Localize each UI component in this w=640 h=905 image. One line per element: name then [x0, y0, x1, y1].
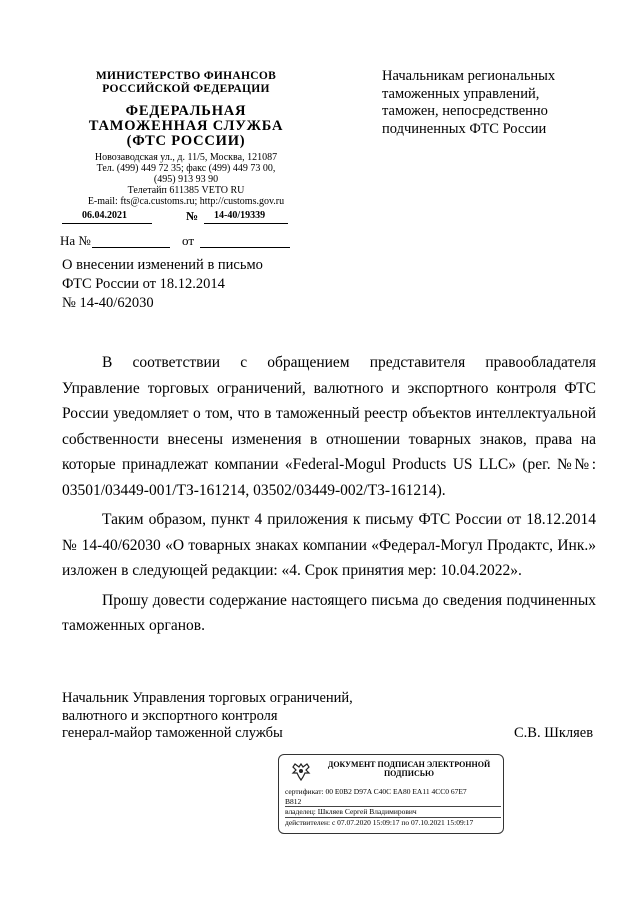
reference-line — [60, 233, 300, 251]
registration-number-label: № — [186, 209, 199, 223]
stamp-certificate-2: B812 — [285, 796, 302, 806]
ministry-name-line1: МИНИСТЕРСТВО ФИНАНСОВ — [95, 70, 277, 82]
body-paragraph-1: В соответствии с обращением представителя правообладателя Управление торговых ограничений, валютного и экспортного контроля ФТС России уведомляет о том, что в таможенный реестр объектов интеллектуальной собственности внесены изменения в отношении товарных знаков, права на которые принадлежат компании «Federal-Mogul Products US LLC» (рег. №№: 03501/03449-001/ТЗ-161214, 03502/03449-002/ТЗ-161214). — [62, 354, 596, 499]
subject-line2: ФТС России от 18.12.2014 — [62, 276, 225, 292]
issuer-header — [60, 70, 312, 149]
registration-date: 06.04.2021 — [82, 210, 127, 221]
issuer-teletype: Телетайп 611385 VETO RU — [127, 185, 245, 196]
subject-line3: № 14-40/62030 — [62, 295, 154, 311]
signature-title-line2: валютного и экспортного контроля — [62, 707, 278, 724]
issuer-phones: Тел. (499) 449 72 35; факс (499) 449 73 00, — [96, 163, 276, 174]
stamp-certificate: сертификат: 00 E0B2 D97A C40C EA80 EA11 4CC0 67E7 — [285, 787, 467, 796]
registration-number: 14-40/19339 — [214, 210, 266, 221]
signature-title-line1: Начальник Управления торговых ограничений, — [62, 690, 353, 706]
date-underline — [62, 223, 152, 224]
signature-title — [62, 690, 392, 743]
agency-name-line1: ФЕДЕРАЛЬНАЯ — [125, 103, 247, 119]
signature-title-line3: генерал-майор таможенной службы — [62, 725, 283, 741]
agency-name-line3: (ФТС РОССИИ) — [126, 133, 246, 149]
electronic-signature-stamp — [278, 754, 504, 834]
registration-line — [62, 210, 290, 228]
addressee-line3: таможен, непосредственно — [382, 103, 548, 119]
addressee-line4: подчиненных ФТС России — [382, 120, 547, 137]
reference-date-label: от — [182, 233, 195, 248]
stamp-title-line2: ПОДПИСЬЮ — [383, 769, 435, 778]
double-headed-eagle-icon — [289, 761, 313, 783]
agency-name-line2: ТАМОЖЕННАЯ СЛУЖБА — [88, 118, 284, 134]
letter-subject — [62, 256, 312, 313]
reference-number-label: На № — [60, 233, 91, 248]
stamp-owner: владелец: Шкляев Сергей Владимирович — [285, 806, 501, 817]
addressee-block — [382, 68, 612, 138]
addressee-line2: таможенных управлений, — [382, 85, 540, 102]
stamp-title-line1: ДОКУМЕНТ ПОДПИСАН ЭЛЕКТРОННОЙ — [327, 760, 491, 769]
ministry-name-line2: РОССИЙСКОЙ ФЕДЕРАЦИИ — [102, 83, 270, 95]
stamp-title — [319, 760, 499, 778]
body-paragraph-2: Таким образом, пункт 4 приложения к письму ФТС России от 18.12.2014 № 14-40/62030 «О товарных знаках компании «Федерал-Могул Продактс, Инк.» изложен в следующей редакции: «4. Срок принятия мер: 10.04.2022». — [62, 511, 596, 579]
issuer-contacts — [60, 152, 312, 207]
body-paragraph-3: Прошу довести содержание настоящего письма до сведения подчиненных таможенных органов. — [62, 591, 596, 634]
issuer-address: Новозаводская ул., д. 11/5, Москва, 121087 — [94, 152, 278, 163]
reference-number-blank — [92, 247, 170, 248]
number-underline — [204, 223, 288, 224]
issuer-phones-2: (495) 913 93 90 — [153, 174, 219, 185]
issuer-email: E-mail: fts@ca.customs.ru; http://customs.gov.ru — [87, 196, 285, 207]
signatory-name: С.В. Шкляев — [514, 725, 594, 741]
letter-body — [62, 350, 596, 639]
addressee-line1: Начальникам региональных — [382, 68, 556, 84]
subject-line1: О внесении изменений в письмо — [62, 257, 263, 273]
stamp-validity: действителен: с 07.07.2020 15:09:17 по 07.10.2021 15:09:17 — [285, 817, 501, 828]
stamp-details — [285, 787, 501, 827]
reference-date-blank — [200, 247, 290, 248]
